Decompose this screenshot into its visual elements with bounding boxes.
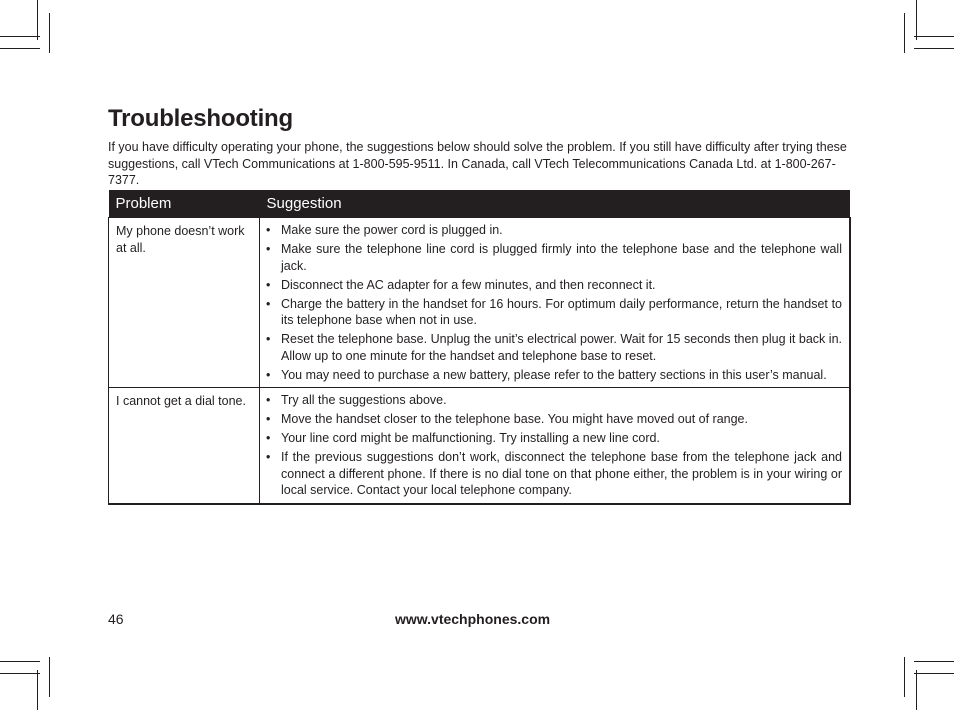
bullet-icon: •	[266, 223, 271, 237]
crop-mark	[914, 673, 954, 674]
crop-mark	[49, 13, 50, 53]
problem-cell: I cannot get a dial tone.	[109, 388, 260, 504]
crop-mark	[914, 48, 954, 49]
website-url: www.vtechphones.com	[395, 611, 551, 627]
suggestion-cell	[260, 218, 851, 388]
suggestion-text: Make sure the power cord is plugged in.	[281, 223, 503, 237]
header-problem: Problem	[109, 190, 260, 218]
suggestion-text: Your line cord might be malfunctioning. Try installing a new line cord.	[281, 431, 660, 445]
suggestion-text: Try all the suggestions above.	[281, 393, 447, 407]
crop-mark	[0, 661, 40, 662]
suggestion-list	[266, 222, 842, 383]
suggestion-text: Make sure the telephone line cord is plugged firmly into the telephone base and the telephone wall jack.	[281, 242, 842, 273]
table-header-row	[109, 190, 851, 218]
suggestion-text: Charge the battery in the handset for 16 hours. For optimum daily performance, return the handset to its telephone base when not in use.	[281, 296, 842, 327]
bullet-icon: •	[266, 393, 271, 407]
list-item	[266, 241, 842, 274]
bullet-icon: •	[266, 412, 271, 426]
list-item	[266, 222, 842, 239]
crop-mark	[37, 670, 38, 710]
troubleshooting-table	[108, 190, 851, 505]
suggestion-list	[266, 392, 842, 499]
crop-mark	[904, 13, 905, 53]
crop-mark	[916, 0, 917, 40]
list-item	[266, 392, 842, 409]
list-item	[266, 277, 842, 294]
suggestion-text: You may need to purchase a new battery, please refer to the battery sections in this user’s manual.	[281, 367, 827, 382]
problem-cell: My phone doesn’t work at all.	[109, 218, 260, 388]
crop-mark	[0, 48, 40, 49]
page-number: 46	[108, 611, 124, 627]
crop-mark	[0, 673, 40, 674]
header-suggestion: Suggestion	[260, 190, 851, 218]
bullet-icon: •	[266, 367, 271, 382]
crop-mark	[49, 657, 50, 697]
crop-mark	[914, 36, 954, 37]
table-row	[109, 218, 851, 388]
list-item	[266, 430, 842, 447]
list-item	[266, 367, 842, 384]
crop-mark	[914, 661, 954, 662]
intro-paragraph: If you have difficulty operating your phone, the suggestions below should solve the problem. If you still have difficulty after trying these suggestions, call VTech Communications at 1-800-595-9511. In Canada, call VTech Telecommunications Canada Ltd. at 1-800-267-7377.	[108, 140, 847, 187]
crop-mark	[916, 670, 917, 710]
table-row	[109, 388, 851, 504]
suggestion-text: Reset the telephone base. Unplug the unit’s electrical power. Wait for 15 seconds then plug it back in. Allow up to one minute for the handset and telephone base to reset.	[281, 332, 842, 363]
crop-mark	[37, 0, 38, 40]
suggestion-text: Disconnect the AC adapter for a few minutes, and then reconnect it.	[281, 277, 656, 292]
crop-mark	[904, 657, 905, 697]
bullet-icon: •	[266, 332, 271, 346]
list-item	[266, 296, 842, 329]
suggestion-text: Move the handset closer to the telephone base. You might have moved out of range.	[281, 412, 748, 426]
bullet-icon: •	[266, 296, 271, 311]
bullet-icon: •	[266, 450, 271, 464]
page-title: Troubleshooting	[108, 105, 293, 132]
bullet-icon: •	[266, 431, 271, 445]
list-item	[266, 411, 842, 428]
suggestion-cell	[260, 388, 851, 504]
suggestion-text: If the previous suggestions don’t work, disconnect the telephone base from the telephone jack and connect a different phone. If there is no dial tone on that phone either, the problem is in your wiring or local service. Contact your local telephone company.	[281, 450, 842, 497]
list-item	[266, 449, 842, 499]
bullet-icon: •	[266, 277, 271, 292]
crop-mark	[0, 36, 40, 37]
bullet-icon: •	[266, 242, 271, 256]
list-item	[266, 331, 842, 364]
